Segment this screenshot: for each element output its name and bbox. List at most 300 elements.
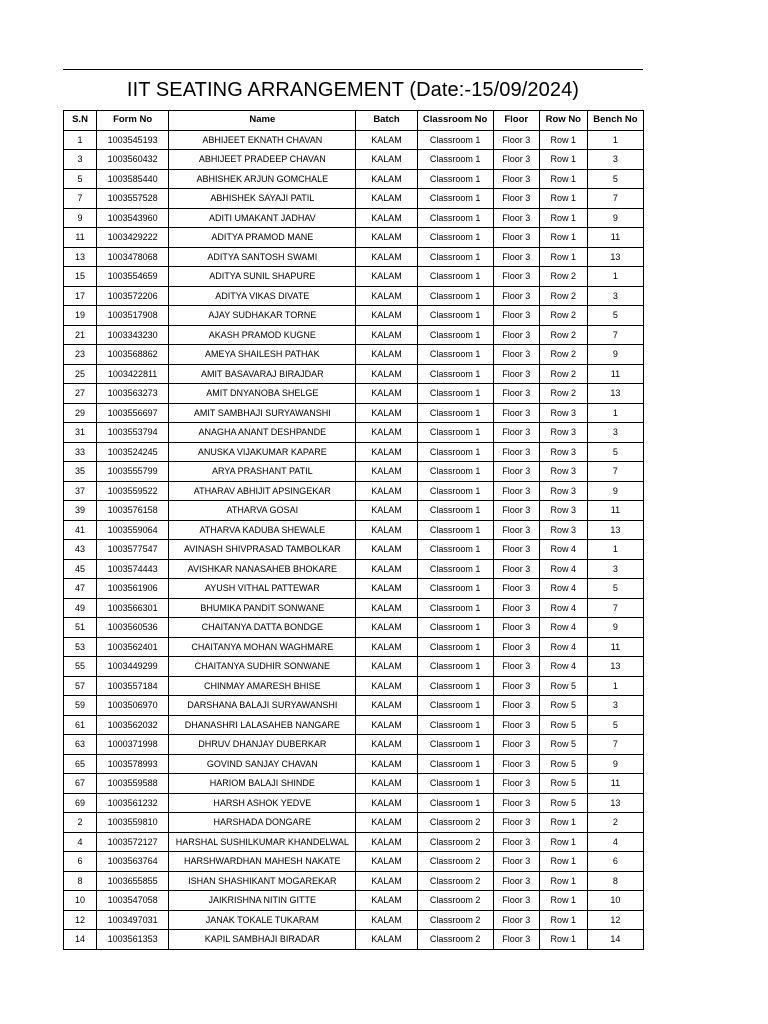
- table-row: [64, 637, 644, 657]
- cell-form-no: 1003559810: [97, 813, 169, 833]
- cell-sn: 59: [64, 696, 97, 716]
- cell-row-no: Row 2: [539, 306, 587, 326]
- cell-floor: Floor 3: [493, 930, 539, 950]
- cell-name: ATHARAV ABHIJIT APSINGEKAR: [169, 481, 356, 501]
- cell-floor: Floor 3: [493, 423, 539, 443]
- cell-row-no: Row 5: [539, 793, 587, 813]
- cell-bench-no: 1: [587, 540, 643, 560]
- cell-form-no: 1003553794: [97, 423, 169, 443]
- cell-floor: Floor 3: [493, 676, 539, 696]
- cell-row-no: Row 4: [539, 618, 587, 638]
- cell-sn: 63: [64, 735, 97, 755]
- table-row: [64, 520, 644, 540]
- cell-name: ADITYA PRAMOD MANE: [169, 228, 356, 248]
- cell-classroom-no: Classroom 1: [417, 774, 493, 794]
- cell-row-no: Row 1: [539, 247, 587, 267]
- cell-form-no: 1003563273: [97, 384, 169, 404]
- cell-batch: KALAM: [356, 403, 417, 423]
- cell-floor: Floor 3: [493, 189, 539, 209]
- cell-classroom-no: Classroom 1: [417, 208, 493, 228]
- cell-classroom-no: Classroom 2: [417, 891, 493, 911]
- cell-form-no: 1000371998: [97, 735, 169, 755]
- cell-batch: KALAM: [356, 657, 417, 677]
- cell-name: CHINMAY AMARESH BHISE: [169, 676, 356, 696]
- cell-floor: Floor 3: [493, 169, 539, 189]
- cell-floor: Floor 3: [493, 735, 539, 755]
- cell-classroom-no: Classroom 2: [417, 910, 493, 930]
- table-row: [64, 618, 644, 638]
- cell-classroom-no: Classroom 1: [417, 481, 493, 501]
- cell-row-no: Row 5: [539, 754, 587, 774]
- cell-bench-no: 5: [587, 442, 643, 462]
- cell-bench-no: 5: [587, 169, 643, 189]
- cell-bench-no: 13: [587, 657, 643, 677]
- cell-classroom-no: Classroom 1: [417, 520, 493, 540]
- cell-floor: Floor 3: [493, 657, 539, 677]
- cell-form-no: 1003557528: [97, 189, 169, 209]
- cell-classroom-no: Classroom 1: [417, 579, 493, 599]
- table-row: [64, 481, 644, 501]
- cell-form-no: 1003449299: [97, 657, 169, 677]
- cell-sn: 41: [64, 520, 97, 540]
- cell-sn: 33: [64, 442, 97, 462]
- table-row: [64, 774, 644, 794]
- cell-bench-no: 1: [587, 130, 643, 150]
- cell-bench-no: 11: [587, 774, 643, 794]
- header-name: Name: [169, 111, 356, 131]
- table-row: [64, 384, 644, 404]
- cell-bench-no: 7: [587, 189, 643, 209]
- cell-form-no: 1003555799: [97, 462, 169, 482]
- cell-batch: KALAM: [356, 520, 417, 540]
- cell-classroom-no: Classroom 1: [417, 735, 493, 755]
- cell-floor: Floor 3: [493, 481, 539, 501]
- cell-row-no: Row 1: [539, 130, 587, 150]
- cell-batch: KALAM: [356, 228, 417, 248]
- cell-floor: Floor 3: [493, 462, 539, 482]
- cell-row-no: Row 1: [539, 813, 587, 833]
- cell-form-no: 1003562032: [97, 715, 169, 735]
- cell-batch: KALAM: [356, 774, 417, 794]
- cell-name: ABHIJEET EKNATH CHAVAN: [169, 130, 356, 150]
- table-row: [64, 696, 644, 716]
- cell-batch: KALAM: [356, 423, 417, 443]
- table-row: [64, 189, 644, 209]
- cell-row-no: Row 5: [539, 774, 587, 794]
- table-row: [64, 267, 644, 287]
- cell-bench-no: 1: [587, 676, 643, 696]
- cell-name: CHAITANYA SUDHIR SONWANE: [169, 657, 356, 677]
- cell-batch: KALAM: [356, 345, 417, 365]
- table-row: [64, 891, 644, 911]
- cell-row-no: Row 5: [539, 696, 587, 716]
- cell-form-no: 1003561906: [97, 579, 169, 599]
- cell-row-no: Row 5: [539, 676, 587, 696]
- cell-name: ARYA PRASHANT PATIL: [169, 462, 356, 482]
- cell-classroom-no: Classroom 1: [417, 618, 493, 638]
- cell-form-no: 1003572206: [97, 286, 169, 306]
- cell-row-no: Row 4: [539, 579, 587, 599]
- cell-name: JAIKRISHNA NITIN GITTE: [169, 891, 356, 911]
- cell-form-no: 1003422811: [97, 364, 169, 384]
- cell-floor: Floor 3: [493, 208, 539, 228]
- cell-form-no: 1003559522: [97, 481, 169, 501]
- cell-floor: Floor 3: [493, 715, 539, 735]
- cell-batch: KALAM: [356, 696, 417, 716]
- table-row: [64, 910, 644, 930]
- cell-form-no: 1003560432: [97, 150, 169, 170]
- cell-form-no: 1003655855: [97, 871, 169, 891]
- cell-sn: 21: [64, 325, 97, 345]
- table-row: [64, 657, 644, 677]
- cell-row-no: Row 2: [539, 286, 587, 306]
- cell-bench-no: 5: [587, 715, 643, 735]
- cell-sn: 10: [64, 891, 97, 911]
- cell-sn: 2: [64, 813, 97, 833]
- cell-bench-no: 7: [587, 325, 643, 345]
- cell-bench-no: 7: [587, 735, 643, 755]
- cell-bench-no: 8: [587, 871, 643, 891]
- cell-sn: 8: [64, 871, 97, 891]
- cell-name: ISHAN SHASHIKANT MOGAREKAR: [169, 871, 356, 891]
- table-row: [64, 540, 644, 560]
- cell-batch: KALAM: [356, 559, 417, 579]
- cell-sn: 65: [64, 754, 97, 774]
- cell-floor: Floor 3: [493, 286, 539, 306]
- table-row: [64, 345, 644, 365]
- cell-batch: KALAM: [356, 715, 417, 735]
- cell-classroom-no: Classroom 1: [417, 637, 493, 657]
- cell-sn: 37: [64, 481, 97, 501]
- table-row: [64, 423, 644, 443]
- cell-floor: Floor 3: [493, 150, 539, 170]
- cell-row-no: Row 1: [539, 189, 587, 209]
- cell-batch: KALAM: [356, 832, 417, 852]
- table-row: [64, 286, 644, 306]
- cell-name: ANUSKA VIJAKUMAR KAPARE: [169, 442, 356, 462]
- table-row: [64, 403, 644, 423]
- cell-sn: 15: [64, 267, 97, 287]
- cell-bench-no: 5: [587, 306, 643, 326]
- cell-row-no: Row 1: [539, 169, 587, 189]
- table-row: [64, 852, 644, 872]
- cell-floor: Floor 3: [493, 267, 539, 287]
- cell-form-no: 1003563764: [97, 852, 169, 872]
- cell-floor: Floor 3: [493, 774, 539, 794]
- table-row: [64, 364, 644, 384]
- table-row: [64, 247, 644, 267]
- cell-classroom-no: Classroom 1: [417, 286, 493, 306]
- cell-form-no: 1003585440: [97, 169, 169, 189]
- cell-batch: KALAM: [356, 286, 417, 306]
- cell-form-no: 1003554659: [97, 267, 169, 287]
- cell-classroom-no: Classroom 1: [417, 559, 493, 579]
- cell-row-no: Row 1: [539, 208, 587, 228]
- cell-name: ABHISHEK ARJUN GOMCHALE: [169, 169, 356, 189]
- cell-row-no: Row 1: [539, 832, 587, 852]
- cell-batch: KALAM: [356, 637, 417, 657]
- cell-name: ADITYA SANTOSH SWAMI: [169, 247, 356, 267]
- header-form-no: Form No: [97, 111, 169, 131]
- cell-row-no: Row 3: [539, 481, 587, 501]
- table-row: [64, 754, 644, 774]
- cell-sn: 45: [64, 559, 97, 579]
- cell-floor: Floor 3: [493, 247, 539, 267]
- cell-floor: Floor 3: [493, 364, 539, 384]
- cell-row-no: Row 4: [539, 540, 587, 560]
- cell-sn: 25: [64, 364, 97, 384]
- cell-sn: 17: [64, 286, 97, 306]
- table-row: [64, 462, 644, 482]
- cell-batch: KALAM: [356, 501, 417, 521]
- table-row: [64, 208, 644, 228]
- cell-classroom-no: Classroom 1: [417, 793, 493, 813]
- cell-row-no: Row 1: [539, 852, 587, 872]
- cell-batch: KALAM: [356, 384, 417, 404]
- cell-name: HARSHWARDHAN MAHESH NAKATE: [169, 852, 356, 872]
- cell-classroom-no: Classroom 1: [417, 598, 493, 618]
- cell-sn: 43: [64, 540, 97, 560]
- table-header-row: [64, 111, 644, 131]
- cell-row-no: Row 3: [539, 520, 587, 540]
- cell-classroom-no: Classroom 1: [417, 462, 493, 482]
- cell-sn: 47: [64, 579, 97, 599]
- cell-floor: Floor 3: [493, 891, 539, 911]
- cell-row-no: Row 1: [539, 910, 587, 930]
- cell-name: HARSH ASHOK YEDVE: [169, 793, 356, 813]
- cell-name: ADITYA VIKAS DIVATE: [169, 286, 356, 306]
- cell-batch: KALAM: [356, 891, 417, 911]
- cell-sn: 19: [64, 306, 97, 326]
- cell-sn: 12: [64, 910, 97, 930]
- cell-batch: KALAM: [356, 481, 417, 501]
- cell-name: AMIT BASAVARAJ BIRAJDAR: [169, 364, 356, 384]
- cell-bench-no: 3: [587, 286, 643, 306]
- cell-name: HARSHAL SUSHILKUMAR KHANDELWAL: [169, 832, 356, 852]
- cell-form-no: 1003568862: [97, 345, 169, 365]
- cell-floor: Floor 3: [493, 130, 539, 150]
- cell-batch: KALAM: [356, 169, 417, 189]
- cell-bench-no: 13: [587, 247, 643, 267]
- cell-row-no: Row 3: [539, 403, 587, 423]
- cell-classroom-no: Classroom 1: [417, 754, 493, 774]
- cell-sn: 51: [64, 618, 97, 638]
- cell-form-no: 1003497031: [97, 910, 169, 930]
- cell-sn: 14: [64, 930, 97, 950]
- cell-name: KAPIL SAMBHAJI BIRADAR: [169, 930, 356, 950]
- cell-sn: 69: [64, 793, 97, 813]
- cell-bench-no: 3: [587, 423, 643, 443]
- cell-floor: Floor 3: [493, 832, 539, 852]
- cell-row-no: Row 4: [539, 598, 587, 618]
- cell-classroom-no: Classroom 1: [417, 403, 493, 423]
- cell-batch: KALAM: [356, 208, 417, 228]
- cell-floor: Floor 3: [493, 696, 539, 716]
- cell-bench-no: 11: [587, 364, 643, 384]
- cell-row-no: Row 2: [539, 345, 587, 365]
- table-row: [64, 715, 644, 735]
- cell-floor: Floor 3: [493, 520, 539, 540]
- cell-sn: 55: [64, 657, 97, 677]
- cell-sn: 9: [64, 208, 97, 228]
- cell-bench-no: 7: [587, 598, 643, 618]
- header-bench-no: Bench No: [587, 111, 643, 131]
- cell-name: AMIT SAMBHAJI SURYAWANSHI: [169, 403, 356, 423]
- cell-row-no: Row 1: [539, 871, 587, 891]
- cell-bench-no: 11: [587, 228, 643, 248]
- cell-bench-no: 14: [587, 930, 643, 950]
- cell-name: ABHISHEK SAYAJI PATIL: [169, 189, 356, 209]
- cell-name: AMIT DNYANOBA SHELGE: [169, 384, 356, 404]
- cell-form-no: 1003559588: [97, 774, 169, 794]
- cell-row-no: Row 3: [539, 423, 587, 443]
- cell-bench-no: 3: [587, 696, 643, 716]
- cell-sn: 4: [64, 832, 97, 852]
- cell-name: JANAK TOKALE TUKARAM: [169, 910, 356, 930]
- cell-sn: 57: [64, 676, 97, 696]
- cell-form-no: 1003524245: [97, 442, 169, 462]
- cell-batch: KALAM: [356, 754, 417, 774]
- header-floor: Floor: [493, 111, 539, 131]
- cell-classroom-no: Classroom 1: [417, 540, 493, 560]
- header-classroom-no: Classroom No: [417, 111, 493, 131]
- table-row: [64, 306, 644, 326]
- cell-floor: Floor 3: [493, 442, 539, 462]
- cell-floor: Floor 3: [493, 228, 539, 248]
- table-row: [64, 676, 644, 696]
- cell-sn: 29: [64, 403, 97, 423]
- cell-row-no: Row 2: [539, 384, 587, 404]
- title-rule: [63, 69, 643, 70]
- cell-sn: 3: [64, 150, 97, 170]
- cell-form-no: 1003557184: [97, 676, 169, 696]
- cell-row-no: Row 5: [539, 715, 587, 735]
- cell-classroom-no: Classroom 1: [417, 364, 493, 384]
- header-row-no: Row No: [539, 111, 587, 131]
- cell-batch: KALAM: [356, 930, 417, 950]
- cell-classroom-no: Classroom 1: [417, 715, 493, 735]
- cell-classroom-no: Classroom 1: [417, 696, 493, 716]
- cell-batch: KALAM: [356, 813, 417, 833]
- cell-classroom-no: Classroom 1: [417, 676, 493, 696]
- table-row: [64, 813, 644, 833]
- cell-classroom-no: Classroom 1: [417, 228, 493, 248]
- cell-form-no: 1003517908: [97, 306, 169, 326]
- cell-form-no: 1003429222: [97, 228, 169, 248]
- cell-bench-no: 9: [587, 481, 643, 501]
- cell-bench-no: 9: [587, 618, 643, 638]
- cell-floor: Floor 3: [493, 754, 539, 774]
- cell-classroom-no: Classroom 1: [417, 150, 493, 170]
- seating-table: [63, 110, 644, 950]
- cell-classroom-no: Classroom 2: [417, 930, 493, 950]
- cell-bench-no: 3: [587, 150, 643, 170]
- cell-sn: 49: [64, 598, 97, 618]
- cell-form-no: 1003577547: [97, 540, 169, 560]
- cell-form-no: 1003574443: [97, 559, 169, 579]
- cell-name: DHRUV DHANJAY DUBERKAR: [169, 735, 356, 755]
- cell-classroom-no: Classroom 1: [417, 306, 493, 326]
- cell-batch: KALAM: [356, 150, 417, 170]
- cell-sn: 1: [64, 130, 97, 150]
- cell-name: AYUSH VITHAL PATTEWAR: [169, 579, 356, 599]
- cell-floor: Floor 3: [493, 871, 539, 891]
- cell-name: ATHARVA KADUBA SHEWALE: [169, 520, 356, 540]
- cell-bench-no: 6: [587, 852, 643, 872]
- cell-name: HARIOM BALAJI SHINDE: [169, 774, 356, 794]
- cell-name: DHANASHRI LALASAHEB NANGARE: [169, 715, 356, 735]
- cell-classroom-no: Classroom 1: [417, 442, 493, 462]
- table-row: [64, 579, 644, 599]
- cell-form-no: 1003343230: [97, 325, 169, 345]
- cell-batch: KALAM: [356, 910, 417, 930]
- cell-batch: KALAM: [356, 540, 417, 560]
- cell-classroom-no: Classroom 2: [417, 832, 493, 852]
- cell-bench-no: 9: [587, 345, 643, 365]
- cell-name: AKASH PRAMOD KUGNE: [169, 325, 356, 345]
- cell-classroom-no: Classroom 1: [417, 384, 493, 404]
- cell-row-no: Row 2: [539, 364, 587, 384]
- cell-name: AVISHKAR NANASAHEB BHOKARE: [169, 559, 356, 579]
- cell-name: CHAITANYA DATTA BONDGE: [169, 618, 356, 638]
- cell-name: ADITYA SUNIL SHAPURE: [169, 267, 356, 287]
- cell-batch: KALAM: [356, 618, 417, 638]
- cell-batch: KALAM: [356, 462, 417, 482]
- cell-bench-no: 11: [587, 501, 643, 521]
- cell-batch: KALAM: [356, 871, 417, 891]
- cell-name: AMEYA SHAILESH PATHAK: [169, 345, 356, 365]
- cell-floor: Floor 3: [493, 637, 539, 657]
- cell-form-no: 1003506970: [97, 696, 169, 716]
- cell-sn: 39: [64, 501, 97, 521]
- cell-floor: Floor 3: [493, 325, 539, 345]
- cell-batch: KALAM: [356, 852, 417, 872]
- cell-form-no: 1003543960: [97, 208, 169, 228]
- cell-row-no: Row 2: [539, 267, 587, 287]
- cell-floor: Floor 3: [493, 403, 539, 423]
- cell-classroom-no: Classroom 1: [417, 267, 493, 287]
- cell-sn: 27: [64, 384, 97, 404]
- cell-batch: KALAM: [356, 267, 417, 287]
- cell-name: DARSHANA BALAJI SURYAWANSHI: [169, 696, 356, 716]
- cell-bench-no: 9: [587, 208, 643, 228]
- cell-bench-no: 11: [587, 637, 643, 657]
- cell-row-no: Row 1: [539, 150, 587, 170]
- cell-batch: KALAM: [356, 676, 417, 696]
- table-row: [64, 930, 644, 950]
- table-body: [64, 130, 644, 949]
- page-title: IIT SEATING ARRANGEMENT (Date:-15/09/2024): [126, 79, 580, 101]
- cell-floor: Floor 3: [493, 579, 539, 599]
- cell-row-no: Row 1: [539, 930, 587, 950]
- cell-name: BHUMIKA PANDIT SONWANE: [169, 598, 356, 618]
- cell-bench-no: 5: [587, 579, 643, 599]
- cell-floor: Floor 3: [493, 852, 539, 872]
- cell-bench-no: 13: [587, 793, 643, 813]
- cell-floor: Floor 3: [493, 793, 539, 813]
- table-row: [64, 559, 644, 579]
- cell-form-no: 1003578993: [97, 754, 169, 774]
- cell-form-no: 1003560536: [97, 618, 169, 638]
- cell-name: ATHARVA GOSAI: [169, 501, 356, 521]
- cell-batch: KALAM: [356, 735, 417, 755]
- cell-classroom-no: Classroom 2: [417, 813, 493, 833]
- cell-row-no: Row 2: [539, 325, 587, 345]
- cell-form-no: 1003559064: [97, 520, 169, 540]
- cell-floor: Floor 3: [493, 540, 539, 560]
- cell-sn: 23: [64, 345, 97, 365]
- cell-row-no: Row 4: [539, 637, 587, 657]
